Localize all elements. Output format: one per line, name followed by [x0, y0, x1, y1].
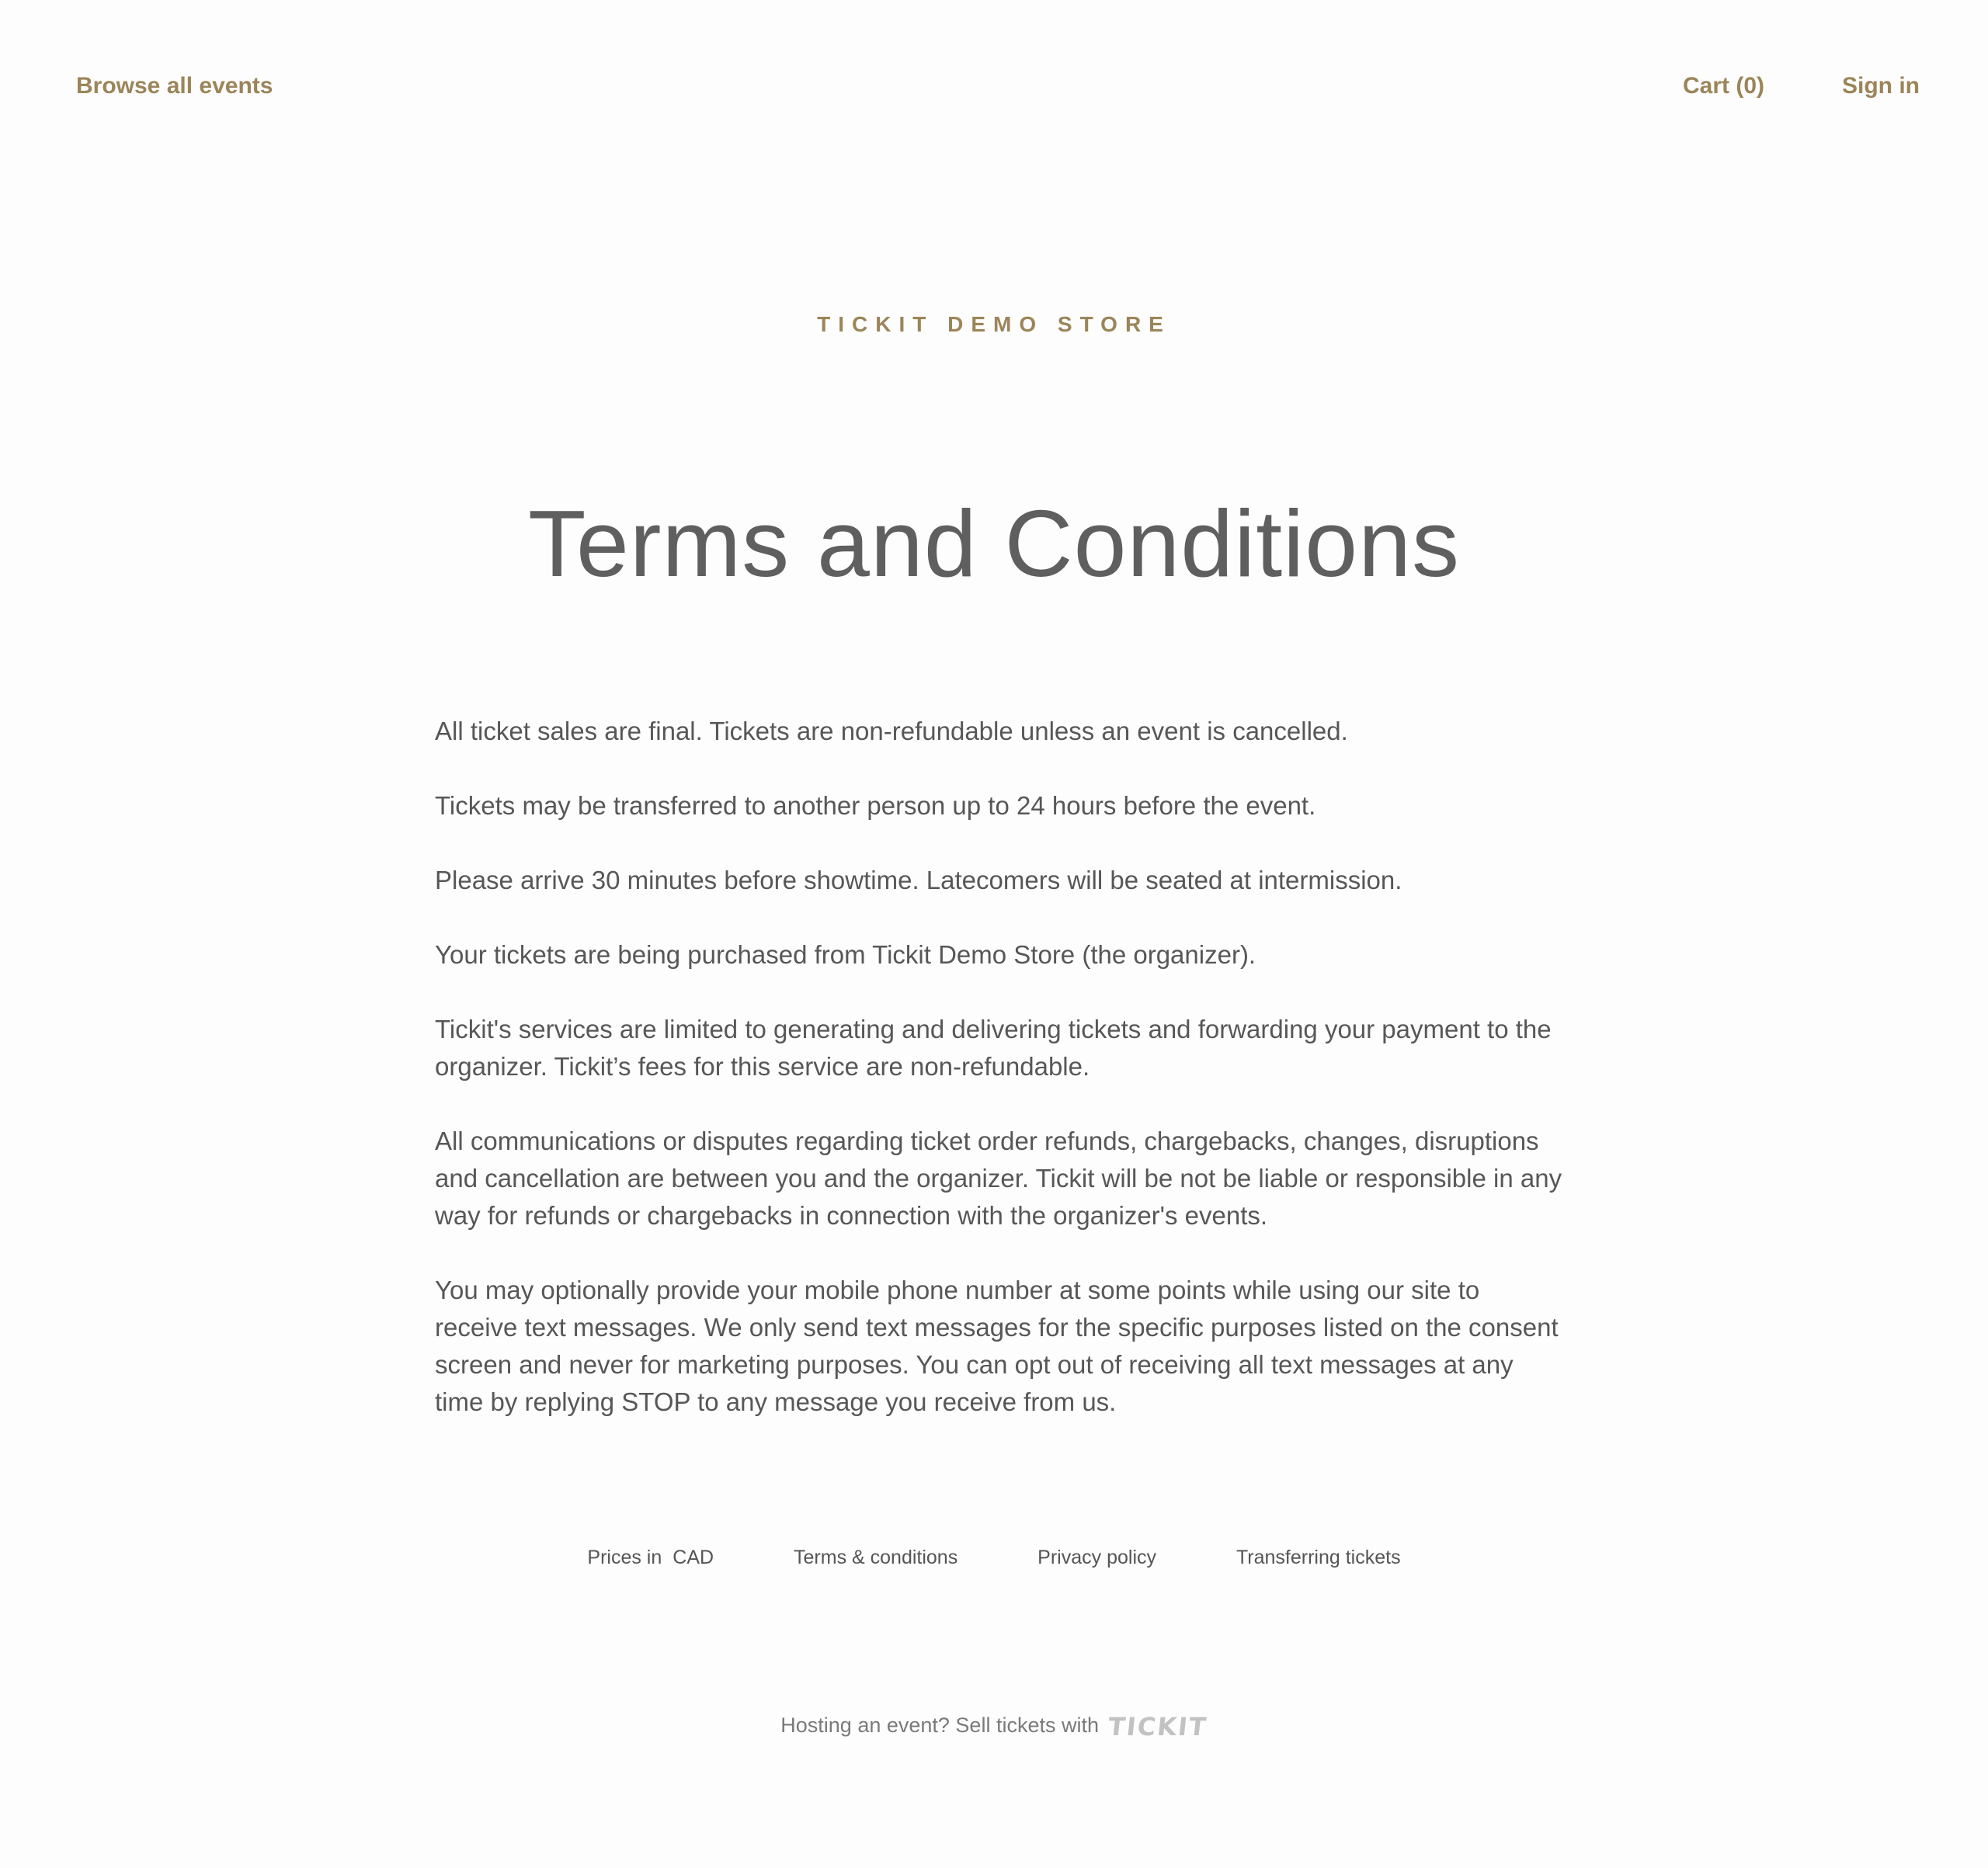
tickit-logo[interactable]: TICKIT	[1106, 1711, 1209, 1741]
terms-conditions-link[interactable]: Terms & conditions	[794, 1547, 958, 1568]
browse-all-events-link[interactable]: Browse all events	[76, 73, 273, 99]
privacy-policy-link[interactable]: Privacy policy	[1037, 1547, 1156, 1568]
terms-paragraph: Please arrive 30 minutes before showtime. Latecomers will be seated at intermission.	[435, 866, 1402, 894]
prices-in-label: Prices in	[587, 1547, 662, 1568]
top-navigation	[0, 67, 1988, 106]
currency-selector[interactable]	[587, 1542, 714, 1573]
cart-link[interactable]: Cart (0)	[1682, 73, 1764, 99]
terms-paragraph: Tickets may be transferred to another person up to 24 hours before the event.	[435, 791, 1316, 820]
footer-links	[0, 1542, 1988, 1573]
terms-paragraph: All communications or disputes regarding ticket order refunds, chargebacks, changes, disruptions and cancellation are between you and the organizer. Tickit will be not be liable or responsible in any way for refunds or chargebacks in connection with the organizer's events.	[435, 1127, 1562, 1230]
terms-paragraph: Your tickets are being purchased from Tickit Demo Store (the organizer).	[435, 940, 1256, 969]
terms-content	[435, 713, 1569, 1458]
page-title: Terms and Conditions	[528, 491, 1460, 596]
store-name: TICKIT DEMO STORE	[817, 312, 1171, 336]
hosting-text: Hosting an event? Sell tickets with	[780, 1713, 1099, 1737]
terms-paragraph: All ticket sales are final. Tickets are non-refundable unless an event is cancelled.	[435, 717, 1348, 745]
terms-paragraph: Tickit's services are limited to generating and delivering tickets and forwarding your payment to the organizer. Tickit’s fees for this service are non-refundable.	[435, 1015, 1552, 1081]
terms-paragraph: You may optionally provide your mobile phone number at some points while using our site to receive text messages. We only send text messages for the specific purposes listed on the consent screen and never for marketing purposes. You can opt out of receiving all text messages at any time by replying STOP to any message you receive from us.	[435, 1276, 1559, 1416]
transferring-tickets-link[interactable]: Transferring tickets	[1236, 1547, 1401, 1568]
currency-value[interactable]: CAD	[673, 1547, 714, 1568]
hosting-promo[interactable]	[0, 1708, 1988, 1744]
sign-in-link[interactable]: Sign in	[1842, 73, 1920, 99]
